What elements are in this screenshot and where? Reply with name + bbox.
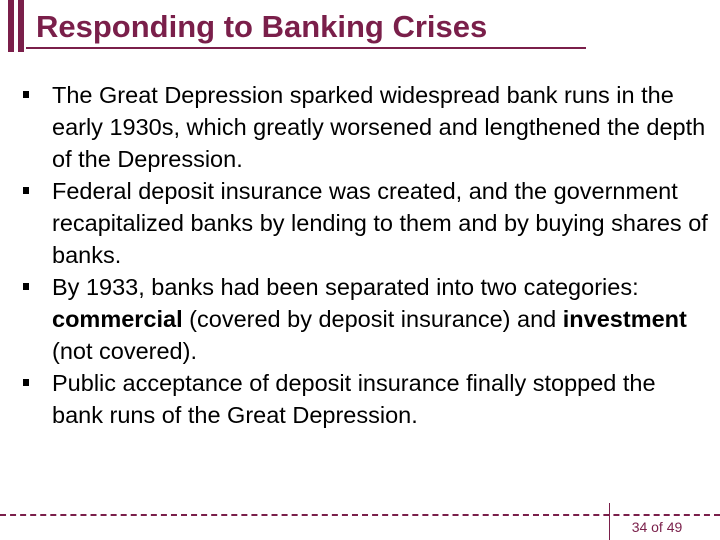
footer-separator — [609, 503, 610, 540]
bullet-square-icon — [23, 283, 29, 290]
title-accent-bar — [18, 0, 24, 52]
bullet-bold-term: commercial — [52, 306, 183, 332]
bullet-text: Federal deposit insurance was created, and the government recapitalized banks by lending to them and by buying shares of banks. — [52, 178, 708, 268]
bullet-text: (not covered). — [52, 338, 197, 364]
bullet-item — [20, 79, 710, 175]
bullet-bold-term: investment — [562, 306, 687, 332]
slide-title: Responding to Banking Crises — [36, 9, 488, 44]
bullet-square-icon — [23, 187, 29, 194]
bullet-square-icon — [23, 91, 29, 98]
page-number: 34 of 49 — [631, 519, 683, 535]
title-accent-bar — [8, 0, 14, 52]
title-underline — [26, 47, 586, 49]
bullet-item — [20, 175, 710, 271]
bullet-item — [20, 367, 710, 431]
footer-divider — [0, 514, 720, 516]
bullet-square-icon — [23, 379, 29, 386]
bullet-text: Public acceptance of deposit insurance finally stopped the bank runs of the Great Depression. — [52, 370, 656, 428]
title-accent-bars — [8, 0, 28, 52]
bullet-item — [20, 271, 710, 367]
bullet-text: The Great Depression sparked widespread bank runs in the early 1930s, which greatly worsened and lengthened the depth of the Depression. — [52, 82, 706, 172]
bullet-list — [20, 79, 710, 431]
bullet-text: By 1933, banks had been separated into two categories: — [52, 274, 639, 300]
bullet-text: (covered by deposit insurance) and — [182, 306, 563, 332]
